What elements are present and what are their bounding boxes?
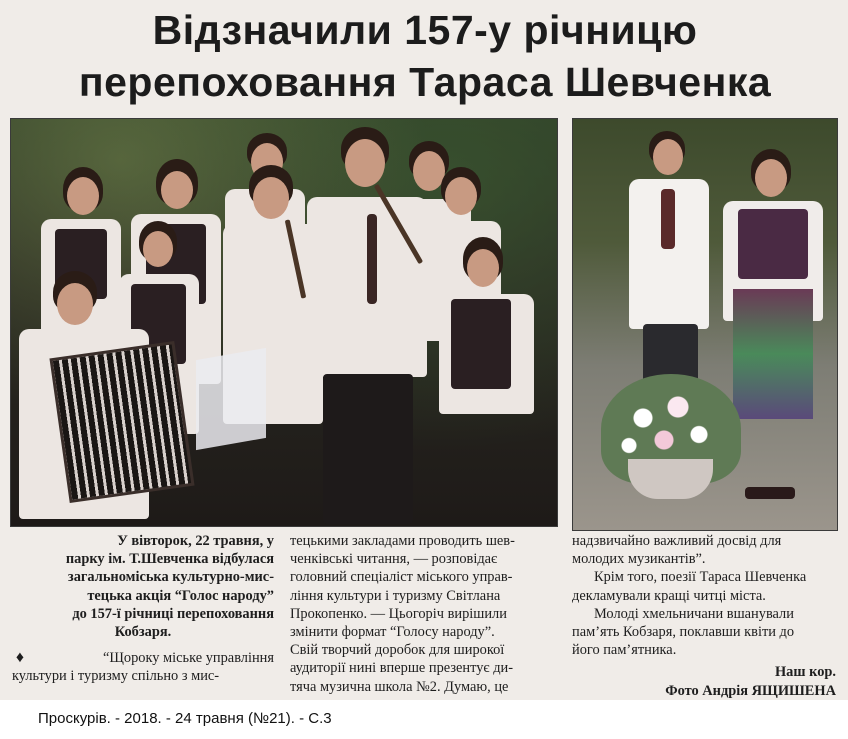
lead-line: тецька акція “Голос народу” <box>87 587 274 604</box>
article-column-1 <box>12 532 274 686</box>
lead-line: до 157-ї річниці перепоховання <box>72 605 274 622</box>
headline-line-1: Відзначили 157-у річницю <box>152 7 698 53</box>
photo-credit: Фото Андрія ЯЩИШЕНА <box>665 682 836 699</box>
paragraph-line: Молоді хмельничани вшанували <box>594 605 794 622</box>
paragraph-line: молодих музикантів”. <box>572 551 706 568</box>
author-credit: Наш кор. <box>774 664 836 681</box>
lead-line: загальноміська культурно-мис- <box>67 569 274 586</box>
paragraph-line: пам’ять Кобзаря, поклавши квіти до <box>572 624 795 641</box>
source-citation: Проскурів. - 2018. - 24 травня (№21). - С.3 <box>38 710 332 727</box>
diamond-marker-icon: ♦ <box>15 649 24 667</box>
paragraph-line: Свій творчий доробок для широкої <box>290 642 505 659</box>
paragraph-line: надзвичайно важливий досвід для <box>572 533 782 549</box>
paragraph-line: ченківські читання, — розповідає <box>290 551 498 568</box>
lead-line: У вівторок, 22 травня, у <box>117 533 274 549</box>
paragraph-line: Прокопенко. — Цьогоріч вирішили <box>290 605 507 622</box>
headline-line-2: перепоховання Тараса Шевченка <box>78 59 772 105</box>
paragraph-line: культури і туризму спільно з мис- <box>12 668 220 685</box>
paragraph-line: тяча музична школа №2. Думаю, це <box>290 678 509 695</box>
music-stand <box>196 348 266 450</box>
article-column-2 <box>290 532 556 696</box>
headline <box>8 4 842 108</box>
lead-line: Кобзаря. <box>114 624 172 641</box>
article-column-3 <box>572 532 836 700</box>
paragraph-line: Крім того, поезії Тараса Шевченка <box>594 569 807 586</box>
paragraph-text: “Щороку міське управління <box>102 650 274 667</box>
paragraph-line <box>12 649 274 667</box>
accordion <box>49 341 194 503</box>
paragraph-line: тецькими закладами проводить шев- <box>290 533 515 549</box>
paragraph-line: змінити формат “Голосу народу”. <box>290 624 495 641</box>
flower-basket <box>628 459 713 499</box>
paragraph-line: аудиторії нині вперше презентує ди- <box>290 660 514 677</box>
paragraph-line: декламували кращі читці міста. <box>572 587 766 604</box>
paragraph-line: його пам’ятника. <box>572 642 677 659</box>
paragraph-line: ління культури і туризму Світлана <box>290 587 501 604</box>
lead-line: парку ім. Т.Шевченка відбулася <box>65 551 274 568</box>
paragraph-line: головний спеціаліст міського управ- <box>290 569 513 586</box>
memorial-photo <box>572 118 838 531</box>
ensemble-photo <box>10 118 558 527</box>
